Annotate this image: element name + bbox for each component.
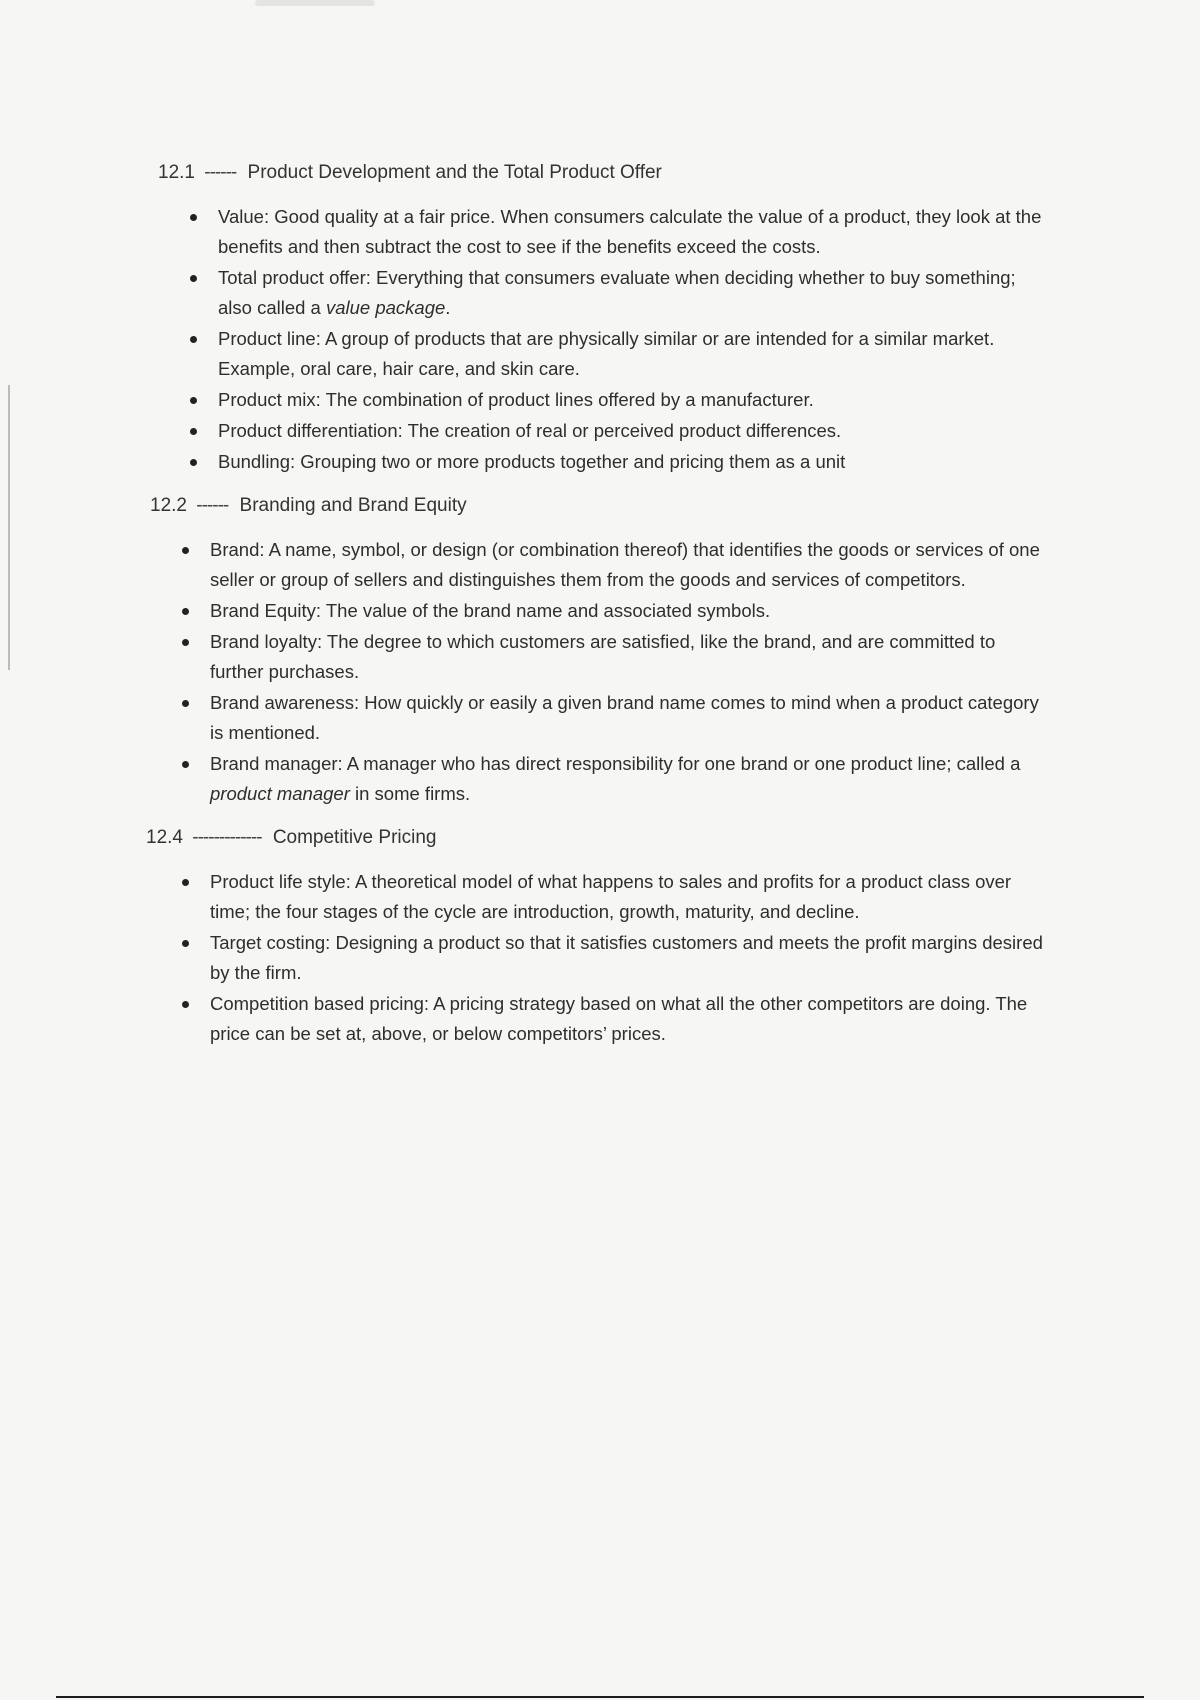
bullet-icon <box>190 459 197 466</box>
bullet-icon <box>182 940 189 947</box>
list-item <box>158 263 1050 323</box>
section-number: 12.4 <box>146 827 183 848</box>
section-12-4 <box>146 825 1050 1049</box>
bullet-icon <box>182 879 189 886</box>
item-text: Bundling: Grouping two or more products together and pricing them as a unit <box>218 451 846 472</box>
bullet-list <box>146 867 1050 1049</box>
list-item <box>150 627 1050 687</box>
section-heading <box>146 825 1050 851</box>
item-text: Brand manager: A manager who has direct responsibility for one brand or one product line; called a <box>210 753 1021 774</box>
item-text: Brand Equity: The value of the brand name and associated symbols. <box>210 600 771 621</box>
section-12-1 <box>158 160 1050 477</box>
list-item <box>158 324 1050 384</box>
bullet-icon <box>182 639 189 646</box>
item-text: Target costing: Designing a product so that it satisfies customers and meets the profit margins desired by the firm. <box>210 932 1043 983</box>
item-italic-term: product manager <box>210 783 350 804</box>
bullet-icon <box>182 608 189 615</box>
bullet-icon <box>182 1001 189 1008</box>
list-item <box>158 447 1050 477</box>
section-12-2 <box>150 493 1050 809</box>
section-title: Competitive Pricing <box>272 827 437 848</box>
section-heading <box>150 493 1050 519</box>
item-text: Product line: A group of products that are physically similar or are intended for a similar market. Example, oral care, hair care, and skin care. <box>218 328 995 379</box>
bullet-icon <box>182 547 189 554</box>
section-dashes: ------------- <box>192 827 262 848</box>
bullet-list <box>158 202 1050 477</box>
bullet-icon <box>190 214 197 221</box>
bullet-icon <box>182 700 189 707</box>
item-text: Brand: A name, symbol, or design (or combination thereof) that identifies the goods or services of one seller or group of sellers and distinguishes them from the goods and services of competitors. <box>210 539 1040 590</box>
item-text: Total product offer: Everything that consumers evaluate when deciding whether to buy something; also called a <box>218 267 1016 318</box>
section-title: Branding and Brand Equity <box>239 495 467 516</box>
item-text-end: . <box>445 297 451 318</box>
item-text: Competition based pricing: A pricing strategy based on what all the other competitors are doing. The price can be set at, above, or below competitors’ prices. <box>210 993 1028 1044</box>
section-heading <box>158 160 1050 186</box>
bullet-list <box>150 535 1050 809</box>
item-text: Product life style: A theoretical model of what happens to sales and profits for a product class over time; the four stages of the cycle are introduction, growth, maturity, and decline. <box>210 871 1012 922</box>
bottom-divider <box>56 1696 1144 1698</box>
section-number: 12.1 <box>158 162 195 183</box>
list-item <box>146 928 1050 988</box>
list-item <box>158 202 1050 262</box>
list-item <box>146 867 1050 927</box>
section-title: Product Development and the Total Product Offer <box>247 162 662 183</box>
list-item <box>150 749 1050 809</box>
bullet-icon <box>190 397 197 404</box>
item-italic-term: value package <box>325 297 446 318</box>
item-text: Value: Good quality at a fair price. When consumers calculate the value of a product, they look at the benefits and then subtract the cost to see if the benefits exceed the costs. <box>218 206 1042 257</box>
bullet-icon <box>190 336 197 343</box>
list-item <box>150 596 1050 626</box>
scan-edge-line <box>8 385 10 670</box>
item-text: Product mix: The combination of product lines offered by a manufacturer. <box>218 389 814 410</box>
document-content <box>146 160 1050 1065</box>
bullet-icon <box>190 275 197 282</box>
section-dashes: ------ <box>204 162 237 183</box>
list-item <box>146 989 1050 1049</box>
list-item <box>150 688 1050 748</box>
list-item <box>150 535 1050 595</box>
list-item <box>158 385 1050 415</box>
item-text: Brand loyalty: The degree to which customers are satisfied, like the brand, and are committed to further purchases. <box>210 631 996 682</box>
item-text: Brand awareness: How quickly or easily a given brand name comes to mind when a product category is mentioned. <box>210 692 1039 743</box>
scan-artifact <box>255 0 375 6</box>
section-dashes: ------ <box>196 495 229 516</box>
list-item <box>158 416 1050 446</box>
bullet-icon <box>182 761 189 768</box>
bullet-icon <box>190 428 197 435</box>
item-text-end: in some firms. <box>349 783 471 804</box>
section-number: 12.2 <box>150 495 187 516</box>
item-text: Product differentiation: The creation of real or perceived product differences. <box>218 420 842 441</box>
